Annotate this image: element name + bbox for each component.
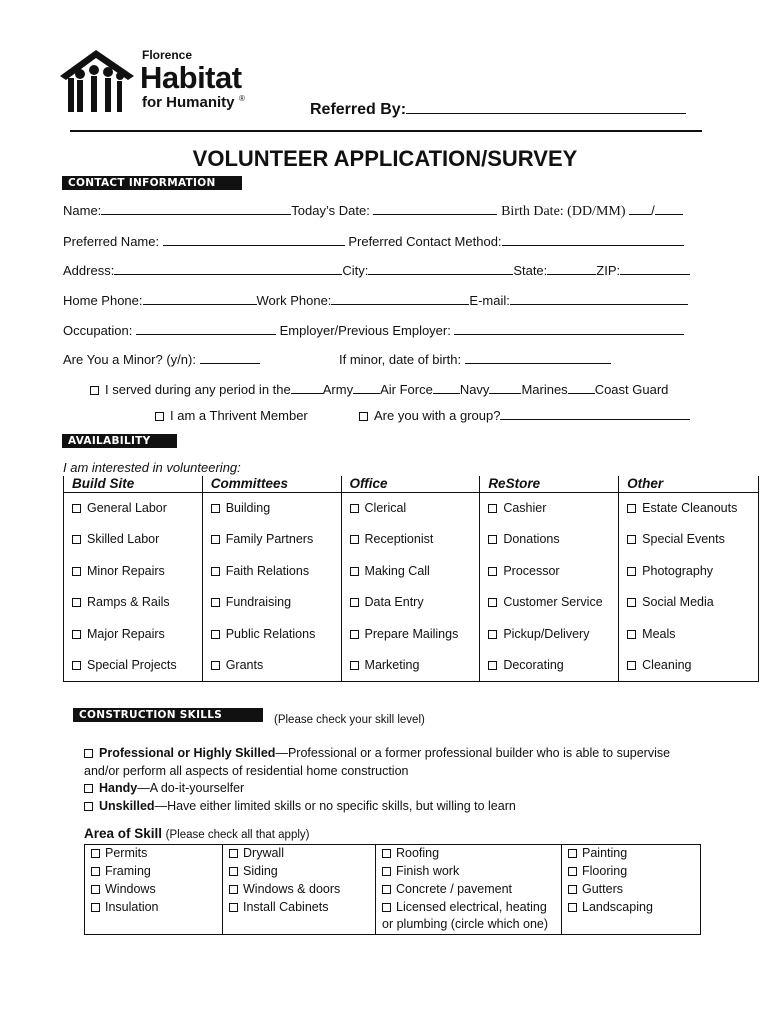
skill-cell[interactable]: Drywall: [223, 845, 376, 863]
email-field[interactable]: [510, 293, 688, 305]
minor-dob-field[interactable]: [465, 352, 611, 364]
birth-sep: /: [651, 203, 655, 218]
state-label: State:: [513, 263, 548, 278]
home-phone-field[interactable]: [143, 293, 257, 305]
skill-cell[interactable]: Permits: [85, 845, 223, 863]
state-field[interactable]: [547, 263, 596, 275]
option-cell[interactable]: Special Events: [619, 524, 759, 556]
skill-cell[interactable]: Gutters: [562, 881, 701, 899]
skill-cell[interactable]: Concrete / pavement: [376, 881, 562, 899]
logo-florence: Florence: [142, 48, 193, 62]
skill-cell[interactable]: Windows: [85, 881, 223, 899]
birth-month-field[interactable]: [655, 203, 683, 215]
area-of-skill-heading: [84, 826, 309, 841]
option-cell[interactable]: Cashier: [480, 492, 619, 524]
minor-dob-row: [339, 352, 611, 367]
phone-row: [63, 293, 688, 308]
name-row: [63, 203, 683, 220]
occupation-field[interactable]: [136, 323, 276, 335]
option-cell[interactable]: Pickup/Delivery: [480, 618, 619, 650]
preferred-name-label: Preferred Name:: [63, 234, 160, 249]
column-header-committees: Committees: [202, 476, 341, 492]
option-cell[interactable]: Social Media: [619, 587, 759, 619]
served-checkbox[interactable]: [90, 386, 99, 395]
professional-option[interactable]: [84, 746, 670, 760]
option-cell[interactable]: Skilled Labor: [64, 524, 203, 556]
option-cell[interactable]: Receptionist: [341, 524, 480, 556]
unskilled-checkbox[interactable]: [84, 802, 93, 811]
logo-habitat: Habitat: [140, 60, 242, 95]
name-label: Name:: [63, 203, 102, 218]
coast-guard-field[interactable]: [568, 382, 595, 394]
unskilled-desc: —Have either limited skills or no specific skills, but willing to learn: [154, 799, 516, 813]
logo-registered-mark: ®: [239, 94, 245, 103]
occupation-row: [63, 323, 684, 338]
option-cell[interactable]: Faith Relations: [202, 555, 341, 587]
table-row: [64, 555, 759, 587]
email-label: E-mail:: [469, 293, 510, 308]
option-cell[interactable]: Photography: [619, 555, 759, 587]
option-cell[interactable]: Public Relations: [202, 618, 341, 650]
address-row: [63, 263, 690, 278]
page-title: VOLUNTEER APPLICATION/SURVEY: [192, 146, 578, 171]
zip-field[interactable]: [620, 263, 690, 275]
handy-label: Handy: [99, 781, 138, 795]
option-cell[interactable]: Making Call: [341, 555, 480, 587]
habitat-logo: [58, 46, 258, 116]
name-field[interactable]: [101, 203, 291, 215]
marines-label: Marines: [521, 382, 568, 397]
header-divider: [70, 130, 702, 132]
option-cell[interactable]: Cleaning: [619, 650, 759, 682]
area-of-skill-table: [84, 844, 701, 935]
navy-field[interactable]: [433, 382, 460, 394]
preferred-row: [63, 234, 684, 249]
occupation-label: Occupation:: [63, 323, 133, 338]
table-row: [64, 492, 759, 524]
availability-table: [63, 476, 759, 682]
table-row: [64, 618, 759, 650]
referred-by-field[interactable]: [310, 99, 686, 119]
address-field[interactable]: [114, 263, 342, 275]
navy-label: Navy: [459, 382, 490, 397]
construction-skills-tab: CONSTRUCTION SKILLS: [73, 708, 263, 722]
professional-desc-2: and/or perform all aspects of residential home construction: [84, 764, 409, 778]
military-row: [90, 382, 668, 397]
option-cell[interactable]: Donations: [480, 524, 619, 556]
option-cell[interactable]: Minor Repairs: [64, 555, 203, 587]
minor-dob-label: If minor, date of birth:: [339, 352, 462, 367]
birth-date-label: Birth Date: (DD/MM): [501, 204, 626, 219]
minor-row: [63, 352, 260, 367]
option-cell[interactable]: Customer Service: [480, 587, 619, 619]
thrivent-row: [155, 408, 308, 423]
minor-label: Are You a Minor? (y/n):: [63, 352, 196, 367]
preferred-name-field[interactable]: [163, 234, 345, 246]
thrivent-label: I am a Thrivent Member: [170, 408, 308, 423]
skill-cell[interactable]: Painting: [562, 845, 701, 863]
skill-cell[interactable]: Windows & doors: [223, 881, 376, 899]
column-header-other: Other: [619, 476, 759, 492]
option-cell[interactable]: Special Projects: [64, 650, 203, 682]
todays-date-label: Today’s Date:: [291, 203, 370, 218]
work-phone-field[interactable]: [331, 293, 469, 305]
option-cell[interactable]: Fundraising: [202, 587, 341, 619]
group-checkbox[interactable]: [359, 412, 368, 421]
skill-cell[interactable]: Licensed electrical, heating or plumbing (circle which one): [376, 899, 562, 935]
referred-by-label: Referred By:: [310, 101, 407, 118]
table-row: [64, 524, 759, 556]
served-label: I served during any period in the: [105, 382, 291, 397]
city-field[interactable]: [368, 263, 513, 275]
option-cell[interactable]: Building: [202, 492, 341, 524]
habitat-house-icon: [58, 48, 138, 114]
option-cell[interactable]: General Labor: [64, 492, 203, 524]
address-label: Address:: [63, 263, 115, 278]
skill-cell[interactable]: Install Cabinets: [223, 899, 376, 935]
work-phone-label: Work Phone:: [256, 293, 332, 308]
professional-checkbox[interactable]: [84, 749, 93, 758]
skill-cell[interactable]: Siding: [223, 863, 376, 881]
zip-label: ZIP:: [596, 263, 621, 278]
option-cell[interactable]: Marketing: [341, 650, 480, 682]
skill-level-note: (Please check your skill level): [274, 714, 425, 726]
city-label: City:: [342, 263, 369, 278]
availability-tab: AVAILABILITY: [62, 434, 177, 448]
employer-field[interactable]: [454, 323, 684, 335]
skill-cell[interactable]: Flooring: [562, 863, 701, 881]
group-label: Are you with a group?: [374, 408, 501, 423]
preferred-method-label: Preferred Contact Method:: [348, 234, 502, 249]
option-cell[interactable]: Prepare Mailings: [341, 618, 480, 650]
table-row: [64, 650, 759, 682]
option-cell[interactable]: Meals: [619, 618, 759, 650]
minor-field[interactable]: [200, 352, 260, 364]
air-force-field[interactable]: [353, 382, 380, 394]
option-cell[interactable]: Data Entry: [341, 587, 480, 619]
thrivent-checkbox[interactable]: [155, 412, 164, 421]
area-of-skill-label: Area of Skill: [84, 826, 163, 841]
availability-header-row: [64, 476, 759, 492]
option-cell[interactable]: Processor: [480, 555, 619, 587]
group-field[interactable]: [500, 408, 690, 420]
option-cell[interactable]: Family Partners: [202, 524, 341, 556]
option-cell[interactable]: Major Repairs: [64, 618, 203, 650]
handy-desc: —A do-it-yourselfer: [137, 781, 245, 795]
skill-cell[interactable]: Framing: [85, 863, 223, 881]
skill-cell[interactable]: Finish work: [376, 863, 562, 881]
table-row: [64, 587, 759, 619]
army-field[interactable]: [291, 382, 323, 394]
skill-cell[interactable]: Insulation: [85, 899, 223, 935]
contact-information-tab: CONTACT INFORMATION: [62, 176, 242, 190]
professional-label: Professional or Highly Skilled: [99, 746, 276, 760]
skill-cell[interactable]: Roofing: [376, 845, 562, 863]
todays-date-field[interactable]: [373, 203, 497, 215]
option-cell[interactable]: Ramps & Rails: [64, 587, 203, 619]
professional-desc: —Professional or a former professional builder who is able to supervise: [275, 746, 671, 760]
area-of-skill-note: (Please check all that apply): [165, 829, 310, 841]
handy-checkbox[interactable]: [84, 784, 93, 793]
army-label: Army: [322, 382, 354, 397]
logo-for-humanity: for Humanity: [142, 94, 235, 111]
preferred-method-field[interactable]: [502, 234, 684, 246]
option-cell[interactable]: Decorating: [480, 650, 619, 682]
marines-field[interactable]: [489, 382, 521, 394]
home-phone-label: Home Phone:: [63, 293, 143, 308]
availability-intro: I am interested in volunteering:: [63, 460, 241, 475]
column-header-build-site: Build Site: [64, 476, 203, 492]
column-header-office: Office: [341, 476, 480, 492]
unskilled-label: Unskilled: [99, 799, 155, 813]
skill-cell[interactable]: Landscaping: [562, 899, 701, 935]
handy-option[interactable]: [84, 781, 244, 795]
birth-day-field[interactable]: [629, 203, 651, 215]
air-force-label: Air Force: [380, 382, 433, 397]
option-cell[interactable]: Grants: [202, 650, 341, 682]
option-cell[interactable]: Estate Cleanouts: [619, 492, 759, 524]
group-row: [359, 408, 690, 423]
column-header-restore: ReStore: [480, 476, 619, 492]
coast-guard-label: Coast Guard: [594, 382, 669, 397]
option-cell[interactable]: Clerical: [341, 492, 480, 524]
employer-label: Employer/Previous Employer:: [279, 323, 451, 338]
unskilled-option[interactable]: [84, 799, 516, 813]
